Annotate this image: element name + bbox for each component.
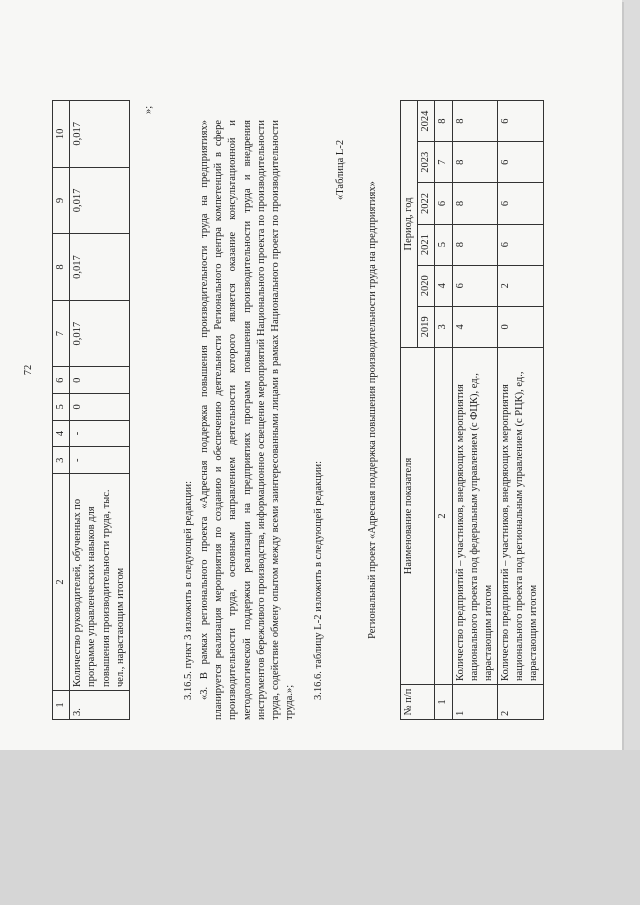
header-year: 2019	[418, 306, 435, 347]
table-header-cell: 1	[53, 691, 70, 720]
table-header-cell: 2	[53, 474, 70, 691]
table-cell: 6	[498, 142, 544, 183]
header-year: 2021	[418, 224, 435, 265]
table-cell: 0,017	[70, 167, 130, 234]
table-header-cell: 8	[53, 234, 70, 301]
table-indicators-top	[52, 100, 130, 720]
header-year: 2020	[418, 265, 435, 306]
row-number: 2	[498, 685, 544, 720]
index-cell: 8	[435, 101, 452, 142]
index-cell: 7	[435, 142, 452, 183]
table-cell: 8	[452, 101, 498, 142]
table-header-cell: 10	[53, 101, 70, 168]
indicator-name: Количество руководителей, обученных по программе управленческих навыков для повышения производительности труда, тыс. чел., нарастающим итогом	[70, 474, 130, 691]
table-title: Региональный проект «Адресная поддержка повышения производительности труда на предприятиях»	[367, 181, 378, 639]
table-cell: 8	[452, 183, 498, 224]
indicator-name: Количество предприятий – участников, внедряющих мероприятия национального проекта под региональным управлением (с РЦК), ед., нарастающим итогом	[498, 348, 544, 685]
header-year: 2023	[418, 142, 435, 183]
table-cell: 6	[498, 224, 544, 265]
paragraph-item-3: «3. В рамках регионального проекта «Адресная поддержка повышения производительности труда на предприятиях» планируется реализация мероприятия по созданию и обеспечению деятельности Регионального центра компетенций в сфере производительности труда, основным направлением деятельности которого является оказание консультационной и методологической поддержки реализации на предприятиях программ повышения производительности труда и внедрения инструментов бережливого производства, информационное освещение мероприятий Национального проекта по производительности труда, содействие обмену опытом между всеми заинтересованными лицами в рамках Национального проект по производительности труда.»;	[199, 120, 296, 720]
table-row	[498, 101, 544, 720]
table-header-cell: 9	[53, 167, 70, 234]
paragraph-3-16-6: 3.16.6. таблицу L-2 изложить в следующей редакции:	[313, 460, 324, 700]
index-cell: 3	[435, 306, 452, 347]
table-cell: 0,017	[70, 234, 130, 301]
table-header-cell: 5	[53, 394, 70, 421]
row-number: 3.	[70, 691, 130, 720]
table-header-cell: 6	[53, 367, 70, 394]
table-l2	[400, 100, 544, 720]
table-cell: 0,017	[70, 101, 130, 168]
header-num: № п/п	[401, 685, 435, 720]
table-header-row	[53, 101, 70, 720]
table-cell: 6	[452, 265, 498, 306]
index-cell: 2	[435, 348, 452, 685]
table-header-cell: 3	[53, 447, 70, 474]
index-cell: 6	[435, 183, 452, 224]
table-cell: 6	[498, 101, 544, 142]
table-cell: 6	[498, 183, 544, 224]
table-label: «Таблица L-2	[335, 139, 346, 200]
table-cell: 4	[452, 306, 498, 347]
paragraph-3-16-5: 3.16.5. пункт 3 изложить в следующей редакции:	[183, 481, 194, 700]
table-cell: 8	[452, 224, 498, 265]
table-header-cell: 7	[53, 300, 70, 367]
table-cell: 0,017	[70, 300, 130, 367]
table-cell: 2	[498, 265, 544, 306]
table-cell: 0	[498, 306, 544, 347]
table-cell: 0	[70, 367, 130, 394]
table-row	[452, 101, 498, 720]
table-cell: -	[70, 420, 130, 447]
table-cell: 8	[452, 142, 498, 183]
index-cell: 5	[435, 224, 452, 265]
header-year: 2022	[418, 183, 435, 224]
indicator-name: Количество предприятий – участников, внедряющих мероприятия национального проекта под федеральным управлением (с ФЦК), ед., нарастающим итогом	[452, 348, 498, 685]
page-number: 72	[23, 364, 34, 376]
table-index-row	[435, 101, 452, 720]
table-cell: 0	[70, 394, 130, 421]
scan-margin	[0, 750, 640, 905]
table-cell: -	[70, 447, 130, 474]
index-cell: 4	[435, 265, 452, 306]
index-cell: 1	[435, 685, 452, 720]
table-header-cell: 4	[53, 420, 70, 447]
table-header-row	[401, 101, 418, 720]
closing-quote: »;	[143, 105, 154, 114]
table-row	[70, 101, 130, 720]
header-period: Период, год	[401, 101, 418, 348]
header-name: Наименование показателя	[401, 348, 435, 685]
row-number: 1	[452, 685, 498, 720]
header-year: 2024	[418, 101, 435, 142]
rotated-page-content	[12, 0, 612, 740]
